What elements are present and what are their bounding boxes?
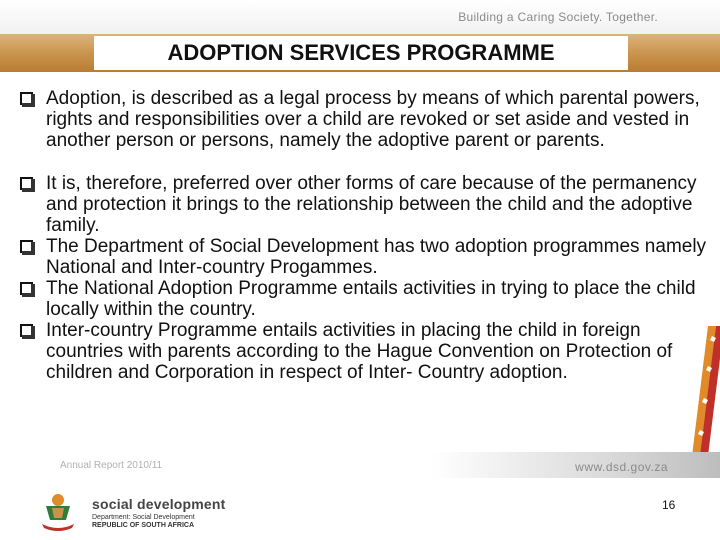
bullet-item	[18, 88, 708, 151]
spacer	[18, 151, 708, 173]
tagline: Building a Caring Society. Together.	[458, 10, 658, 24]
brand-name: social development	[92, 496, 226, 512]
page-number: 16	[662, 498, 676, 512]
footer-url: www.dsd.gov.za	[575, 460, 668, 474]
bullet-text: Adoption, is described as a legal process by means of which parental powers, rights and responsibilities over a child are revoked or set aside and vested in another person or persons, namely the adoptive parent or parents.	[46, 88, 700, 151]
bullet-text: The Department of Social Development has two adoption programmes namely National and Inter-country Progammes.	[46, 236, 707, 278]
bullet-item	[18, 278, 708, 320]
content	[18, 88, 708, 383]
bullet-item	[18, 236, 708, 278]
checkbox-bullet-icon	[20, 240, 33, 253]
bullet-text: It is, therefore, preferred over other forms of care because of the permanency and protection it brings to the relationship between the child and the adoptive family.	[46, 173, 697, 236]
bullet-item	[18, 173, 708, 236]
title-bar	[94, 36, 628, 70]
department-logo	[36, 490, 286, 534]
page-title: ADOPTION SERVICES PROGRAMME	[167, 40, 555, 65]
brand-country: REPUBLIC OF SOUTH AFRICA	[92, 522, 195, 529]
checkbox-bullet-icon	[20, 92, 33, 105]
top-banner	[0, 0, 720, 34]
checkbox-bullet-icon	[20, 177, 33, 190]
bullet-text: The National Adoption Programme entails activities in trying to place the child locally within the country.	[46, 278, 696, 320]
footer-faint-text: Annual Report 2010/11	[60, 460, 163, 471]
brand-department: Department: Social Development	[92, 514, 195, 521]
checkbox-bullet-icon	[20, 282, 33, 295]
coat-of-arms-icon	[36, 490, 80, 534]
bullet-item	[18, 320, 708, 383]
checkbox-bullet-icon	[20, 324, 33, 337]
bullet-text: Inter-country Programme entails activities in placing the child in foreign countries with parents according to the Hague Convention on Protection of children and Corporation in respect of Inter- Country adoption.	[46, 320, 673, 383]
